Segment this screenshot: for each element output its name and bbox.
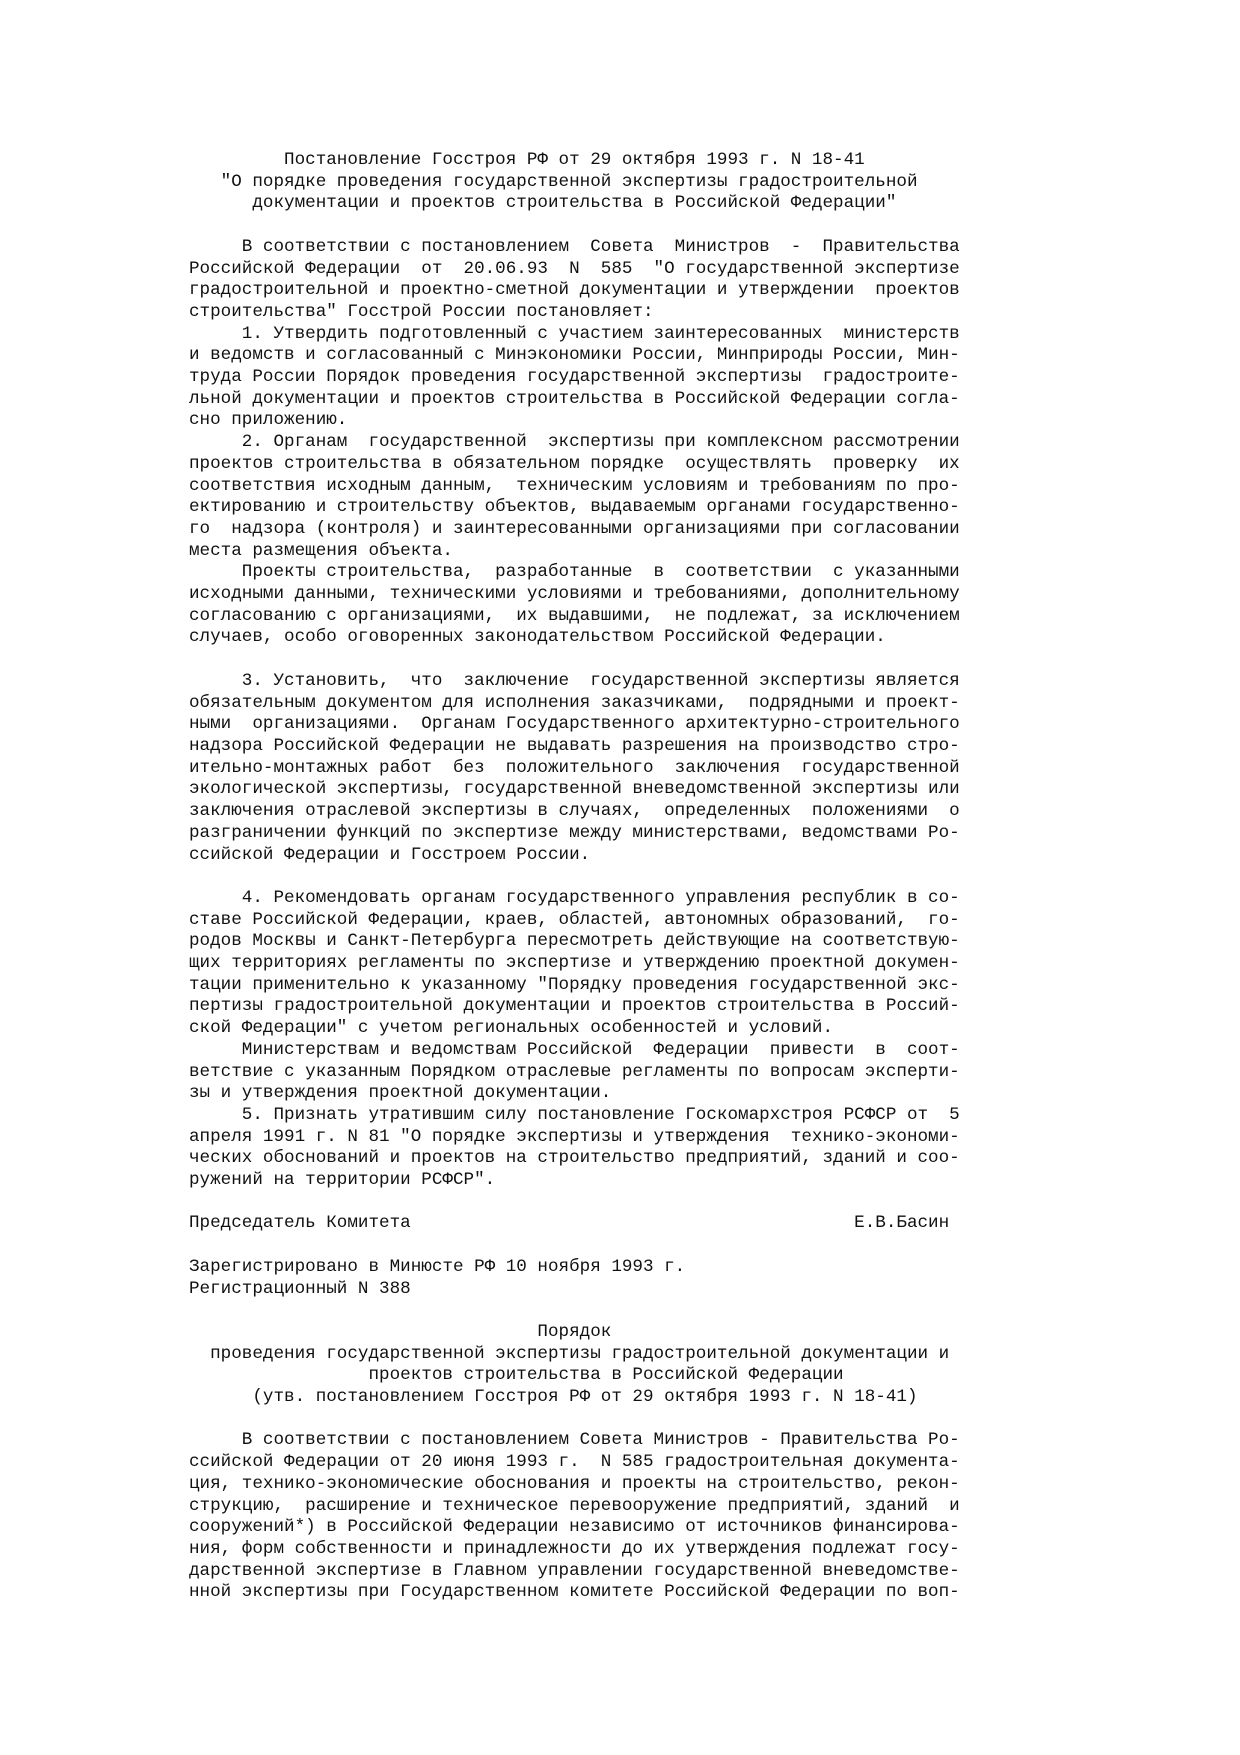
document-text: Постановление Госстроя РФ от 29 октября 1993 г. N 18-41 "О порядке проведения государственной экспертизы градостроительной документации и проектов строительства в Российской Федерации" В соответствии с постановлением Совета Министров - Правительства Российской Федерации от 20.06.93 N 585 "О государственной экспертизе градостроительной и проектно-сметной документации и утверждении проектов строительства" Госстрой России постановляет: 1. Утвердить подготовленный с участием заинтересованных министерств и ведомств и согласованный с Минэкономики России, Минприроды России, Мин- труда России Порядок проведения государственной экспертизы градостроите- льной документации и проектов строительства в Российской Федерации согла- сно приложению. 2. Органам государственной экспертизы при комплексном рассмотрении проектов строительства в обязательном порядке осуществлять проверку их соответствия исходным данным, техническим условиям и требованиям по про- ектированию и строительству объектов, выдаваемым органами государственно- го надзора (контроля) и заинтересованными организациями при согласовании места размещения объекта. Проекты строительства, разработанные в соответствии с указанными исходными данными, техническими условиями и требованиями, дополнительному согласованию с организациями, их выдавшими, не подлежат, за исключением случаев, особо оговоренных законодательством Российской Федерации. 3. Установить, что заключение государственной экспертизы является обязательным документом для исполнения заказчиками, подрядными и проект- ными организациями. Органам Государственного архитектурно-строительного надзора Российской Федерации не выдавать разрешения на производство стро- ительно-монтажных работ без положительного заключения государственной экологической экспертизы, государственной вневедомственной экспертизы или заключения отраслевой экспертизы в случаях, определенных положениями о разграничении функций по экспертизе между министерствами, ведомствами Ро- ссийской Федерации и Госстроем России. 4. Рекомендовать органам государственного управления республик в со- ставе Российской Федерации, краев, областей, автономных образований, го- родов Москвы и Санкт-Петербурга пересмотреть действующие на соответствую- щих территориях регламенты по экспертизе и утверждению проектной докумен- тации применительно к указанному "Порядку проведения государственной экс- пертизы градостроительной документации и проектов строительства в Россий- ской Федерации" с учетом региональных особенностей и условий. Министерствам и ведомствам Российской Федерации привести в соот- ветствие с указанным Порядком отраслевые регламенты по вопросам эксперти- зы и утверждения проектной документации. 5. Признать утратившим силу постановление Госкомархстроя РСФСР от 5 апреля 1991 г. N 81 "О порядке экспертизы и утверждения технико-экономи- ческих обоснований и проектов на строительство предприятий, зданий и соо- ружений на территории РСФСР". Председатель Комитета Е.В.Басин Зарегистрировано в Минюсте РФ 10 ноября 1993 г. Регистрационный N 388 Порядок проведения государственной экспертизы градостроительной документации и проектов строительства в Российской Федерации (утв. постановлением Госстроя РФ от 29 октября 1993 г. N 18-41) В соответствии с постановлением Совета Министров - Правительства Ро- ссийской Федерации от 20 июня 1993 г. N 585 градостроительная документа- ция, технико-экономические обоснования и проекты на строительство, рекон- струкцию, расширение и техническое перевооружение предприятий, зданий и сооружений*) в Российской Федерации независимо от источников финансирова- ния, форм собственности и принадлежности до их утверждения подлежат госу- дарственной экспертизе в Главном управлении государственной вневедомстве- нной экспертизы при Государственном комитете Российской Федерации по воп- [189, 150, 960, 1603]
